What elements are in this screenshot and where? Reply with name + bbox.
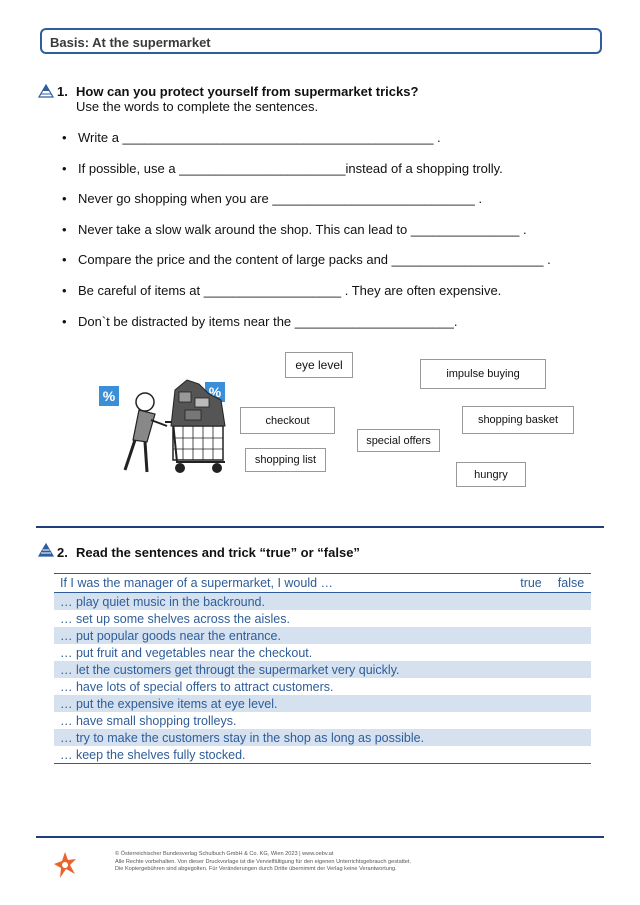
footer-line-2: Alle Rechte vorbehalten. Von dieser Druckvorlage ist die Vervielfältigung für den eigenen Unterrichtsgebrauch gestattet. <box>115 858 412 865</box>
true-false-table <box>54 573 591 764</box>
statement-text: … put fruit and vegetables near the checkout. <box>60 645 313 660</box>
true-checkbox-cell[interactable] <box>511 610 551 627</box>
false-checkbox-cell[interactable] <box>551 627 591 644</box>
true-checkbox-cell[interactable] <box>511 746 551 764</box>
footer-divider <box>36 836 604 838</box>
pyramid-task-icon <box>38 84 54 98</box>
sentence-7: Don`t be distracted by items near the ______________________. <box>78 314 458 329</box>
sentence-3: Never go shopping when you are ____________________________ . <box>78 191 483 206</box>
footer-line-3: Die Kopiergebühren sind abgegolten. Für Veränderungen durch Dritte übernimmt der Verlag keine Verantwortung. <box>115 866 397 872</box>
task2-number: 2. <box>57 545 68 560</box>
svg-text:%: % <box>208 384 222 400</box>
word-special-offers: special offers <box>357 429 440 452</box>
false-checkbox-cell[interactable] <box>551 610 591 627</box>
sentence-1: Write a ___________________________________________ . <box>78 130 441 145</box>
false-checkbox-cell[interactable] <box>551 695 591 712</box>
statement-text: … put popular goods near the entrance. <box>54 627 511 644</box>
false-checkbox-cell[interactable] <box>551 661 591 678</box>
statement-text: … have small shopping trolleys. <box>60 713 237 728</box>
statement-text: … put the expensive items at eye level. <box>54 695 511 712</box>
word-shopping-list: shopping list <box>245 448 326 472</box>
table-header-statement: If I was the manager of a supermarket, I would … <box>54 574 511 593</box>
statement-text: … set up some shelves across the aisles. <box>60 611 290 626</box>
true-checkbox-cell[interactable] <box>511 644 551 661</box>
footer-line-1: © Österreichischer Bundesverlag Schulbuch GmbH & Co. KG, Wien 2023 | www.oebv.at <box>115 851 334 857</box>
table-header-false: false <box>551 574 591 593</box>
task2-title: Read the sentences and trick “true” or “false” <box>76 545 360 560</box>
true-checkbox-cell[interactable] <box>511 661 551 678</box>
table-row <box>54 644 591 661</box>
word-checkout: checkout <box>240 407 335 434</box>
statement-text: … keep the shelves fully stocked. <box>54 746 511 764</box>
true-checkbox-cell[interactable] <box>511 593 551 611</box>
task1-title: How can you protect yourself from supermarket tricks? <box>76 84 419 99</box>
table-row <box>54 627 591 644</box>
section-divider <box>36 526 604 528</box>
bullet: • <box>62 252 67 267</box>
table-row <box>54 593 591 611</box>
true-checkbox-cell[interactable] <box>511 627 551 644</box>
table-row <box>54 746 591 764</box>
sentence-5: Compare the price and the content of large packs and _____________________ . <box>78 252 551 267</box>
sentence-2: If possible, use a _______________________instead of a shopping trolly. <box>78 161 503 176</box>
task1-number: 1. <box>57 84 68 99</box>
false-checkbox-cell[interactable] <box>551 593 591 611</box>
word-hungry: hungry <box>456 462 526 487</box>
svg-text:%: % <box>102 388 116 404</box>
false-checkbox-cell[interactable] <box>551 644 591 661</box>
statement-text: … try to make the customers stay in the shop as long as possible. <box>54 729 511 746</box>
word-impulse-buying: impulse buying <box>420 359 546 389</box>
true-checkbox-cell[interactable] <box>511 695 551 712</box>
true-checkbox-cell[interactable] <box>511 729 551 746</box>
bullet: • <box>62 283 67 298</box>
publisher-logo-icon <box>52 850 78 880</box>
pyramid-task-icon <box>38 543 54 557</box>
bullet: • <box>62 314 67 329</box>
true-checkbox-cell[interactable] <box>511 678 551 695</box>
bullet: • <box>62 222 67 237</box>
true-checkbox-cell[interactable] <box>511 712 551 729</box>
bullet: • <box>62 191 67 206</box>
footer-copyright <box>115 851 411 874</box>
table-row <box>54 729 591 746</box>
bullet: • <box>62 161 67 176</box>
sentence-4: Never take a slow walk around the shop. This can lead to _______________ . <box>78 222 527 237</box>
shopper-trolley-illustration <box>95 370 235 480</box>
sentence-6: Be careful of items at ___________________ . They are often expensive. <box>78 283 502 298</box>
table-header-row <box>54 574 591 593</box>
false-checkbox-cell[interactable] <box>551 712 591 729</box>
table-header-true: true <box>511 574 551 593</box>
task1-subtitle: Use the words to complete the sentences. <box>76 99 319 114</box>
false-checkbox-cell[interactable] <box>551 678 591 695</box>
word-shopping-basket: shopping basket <box>462 406 574 434</box>
false-checkbox-cell[interactable] <box>551 729 591 746</box>
statement-text: … let the customers get througt the supermarket very quickly. <box>54 661 511 678</box>
word-eye-level: eye level <box>285 352 353 378</box>
table-row <box>54 712 591 729</box>
bullet: • <box>62 130 67 145</box>
table-row <box>54 678 591 695</box>
statement-text: … have lots of special offers to attract customers. <box>60 679 334 694</box>
table-row <box>54 661 591 678</box>
false-checkbox-cell[interactable] <box>551 746 591 764</box>
table-row <box>54 610 591 627</box>
statement-text: … play quiet music in the backround. <box>54 593 511 611</box>
table-row <box>54 695 591 712</box>
worksheet-title: Basis: At the supermarket <box>40 28 602 54</box>
